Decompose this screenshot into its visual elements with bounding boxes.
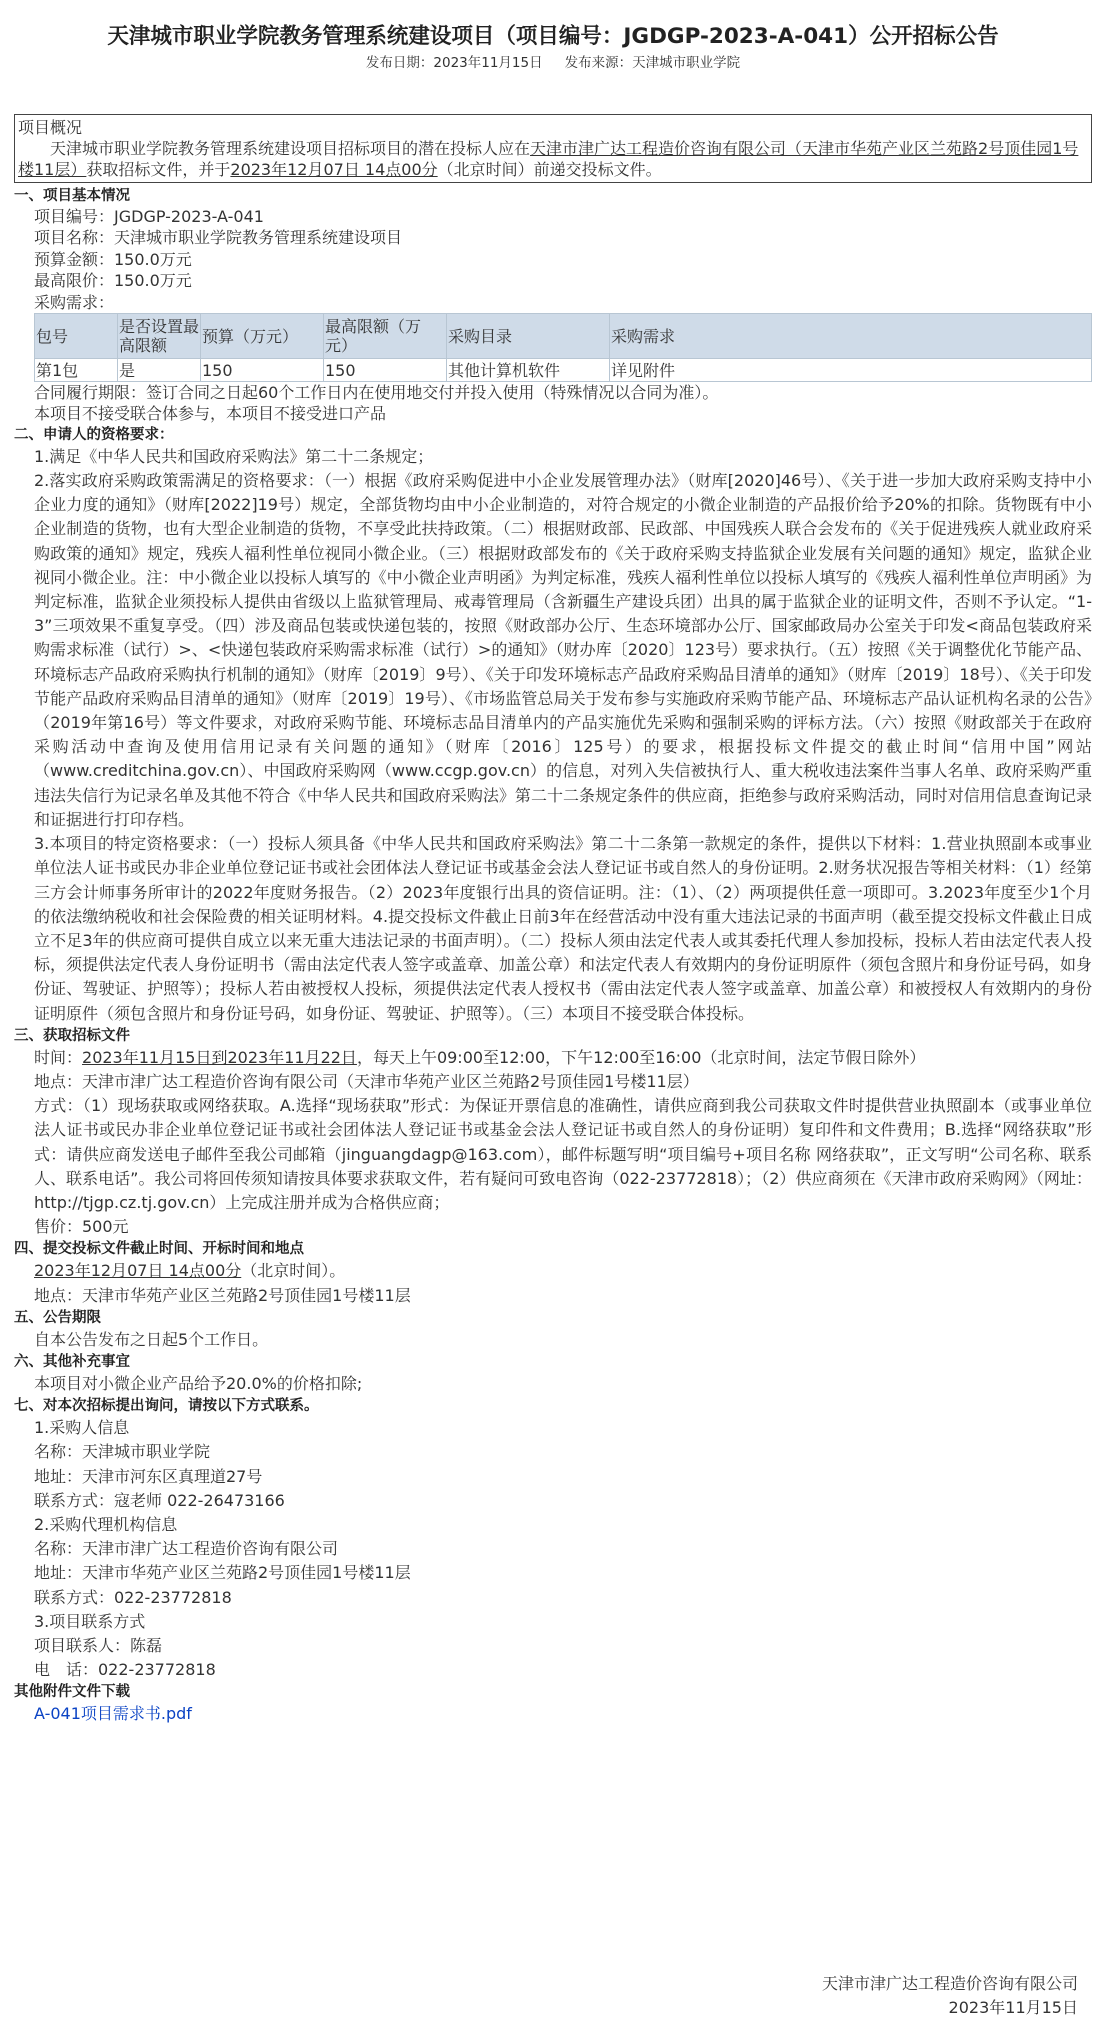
table-cell: 150 bbox=[201, 359, 324, 382]
overview-text-1: 天津城市职业学院教务管理系统建设项目招标项目的潜在投标人应在 bbox=[50, 139, 531, 158]
buyer-title: 1.采购人信息 bbox=[34, 1418, 130, 1438]
project-name: 项目名称：天津城市职业学院教务管理系统建设项目 bbox=[34, 228, 403, 248]
overview-text bbox=[18, 138, 1088, 180]
section-obtain-docs-heading: 三、获取招标文件 bbox=[14, 1027, 130, 1044]
table-header-cell: 是否设置最高限额 bbox=[118, 314, 201, 359]
obtain-place: 地点：天津市津广达工程造价咨询有限公司（天津市华苑产业区兰苑路2号顶佳园1号楼11层） bbox=[34, 1071, 699, 1091]
table-cell: 是 bbox=[118, 359, 201, 382]
agent-title: 2.采购代理机构信息 bbox=[34, 1514, 178, 1534]
bid-deadline bbox=[14, 1259, 1092, 1283]
contract-period: 合同履行期限：签订合同之日起60个工作日内在使用地交付并投入使用（特殊情况以合同为准）。 bbox=[34, 383, 719, 403]
obtain-time-to: 到 bbox=[211, 1047, 228, 1067]
project-contact-title: 3.项目联系方式 bbox=[34, 1611, 146, 1631]
doc-price: 售价：500元 bbox=[34, 1217, 129, 1237]
buyer-name: 名称：天津城市职业学院 bbox=[34, 1442, 211, 1462]
table-cell: 详见附件 bbox=[610, 359, 1092, 382]
section-supplement-heading: 六、其他补充事宜 bbox=[14, 1353, 130, 1370]
qualification-item-1: 1.满足《中华人民共和国政府采购法》第二十二条规定； bbox=[34, 446, 434, 466]
table-row bbox=[35, 359, 1092, 382]
obtain-time-end: 2023年11月22日 bbox=[227, 1047, 357, 1067]
table-cell: 其他计算机软件 bbox=[447, 359, 610, 382]
overview-heading: 项目概况 bbox=[18, 118, 83, 137]
attachment-item bbox=[14, 1702, 1092, 1726]
obtain-time-start: 2023年11月15日 bbox=[82, 1047, 212, 1067]
bid-deadline-rest: （北京时间）。 bbox=[241, 1261, 346, 1281]
overview-agency: 天津市津广达工程造价咨询有限公司（天津市华苑产业区兰苑路2号顶佳园1号楼11层） bbox=[18, 139, 1079, 179]
obtain-time bbox=[14, 1046, 1092, 1070]
publish-date: 发布日期：2023年11月15日 bbox=[365, 55, 543, 71]
section-qualification-heading: 二、申请人的资格要求： bbox=[14, 426, 174, 443]
project-contact-person: 项目联系人：陈磊 bbox=[34, 1635, 163, 1655]
buyer-contact: 联系方式：寇老师 022-26473166 bbox=[34, 1490, 285, 1510]
table-header-row bbox=[35, 314, 1092, 359]
overview-deadline: 2023年12月07日 14点00分 bbox=[230, 160, 438, 179]
section-period-heading: 五、公告期限 bbox=[14, 1309, 101, 1326]
bid-place: 地点：天津市华苑产业区兰苑路2号顶佳园1号楼11层 bbox=[34, 1285, 411, 1305]
procurement-table bbox=[34, 313, 1092, 382]
announcement-body bbox=[14, 114, 1092, 1727]
section-attachments-heading: 其他附件文件下载 bbox=[14, 1684, 130, 1701]
buyer-address: 地址：天津市河东区真理道27号 bbox=[34, 1466, 263, 1486]
joint-bid-note: 本项目不接受联合体参与，本项目不接受进口产品 bbox=[34, 404, 387, 424]
agent-contact: 联系方式：022-23772818 bbox=[34, 1587, 232, 1607]
attachment-download-link[interactable]: A-041项目需求书.pdf bbox=[34, 1704, 192, 1724]
table-cell: 150 bbox=[324, 359, 447, 382]
qualification-item-3: 3.本项目的特定资格要求：（一）投标人须具备《中华人民共和国政府采购法》第二十二条第一款规定的条件，提供以下材料：1.营业执照副本或事业单位法人证书或民办非企业单位登记证书或社会团体法人登记证书或基金会法人登记证书或自然人的身份证明。2.财务状况报告等相关材料：（1）经第三方会计师事务所审计的2022年度财务报告。（2）2023年度银行出具的资信证明。注：（1）、（2）两项提供任意一项即可。3.2023年度至少1个月的依法缴纳税收和社会保险费的相关证明材料。4.提交投标文件截止日前3年在经营活动中没有重大违法记录的书面声明（截至提交投标文件截止日成立不足3年的供应商可提供自成立以来无重大违法记录的书面声明）。（二）投标人须由法定代表人或其委托代理人参加投标，投标人若由法定代表人投标，须提供法定代表人身份证明书（需由法定代表人签字或盖章、加盖公章）和法定代表人有效期内的身份证明原件（须包含照片和身份证号码，如身份证、驾驶证、护照等）；投标人若由被授权人投标，须提供法定代表人授权书（需由法定代表人签字或盖章、加盖公章）和被授权人有效期内的身份证明原件（须包含照片和身份证号码，如身份证、驾驶证、护照等）。（三）本项目不接受联合体投标。 bbox=[34, 834, 1092, 1023]
budget-amount: 预算金额：150.0万元 bbox=[34, 249, 192, 269]
project-code: 项目编号：JGDGP-2023-A-041 bbox=[34, 207, 264, 226]
supplement-text: 本项目对小微企业产品给予20.0%的价格扣除; bbox=[34, 1373, 363, 1393]
section-contact-heading: 七、对本次招标提出询问，请按以下方式联系。 bbox=[14, 1398, 319, 1415]
max-price: 最高限价：150.0万元 bbox=[34, 271, 192, 291]
page-title: 天津城市职业学院教务管理系统建设项目（项目编号：JGDGP-2023-A-041）公开招标公告 bbox=[107, 24, 999, 49]
agent-name: 名称：天津市津广达工程造价咨询有限公司 bbox=[34, 1539, 339, 1559]
obtain-method: 方式：（1）现场获取或网络获取。A.选择“现场获取”形式：为保证开票信息的准确性，请供应商到我公司获取文件时提供营业执照副本（或事业单位法人证书或民办非企业单位登记证书或社会团体法人登记证书或基金会法人登记证书或自然人的身份证明）复印件和文件费用；B.选择“网络获取”形式：请供应商发送电子邮件至我公司邮箱（jinguangdagp@163.com），邮件标题写明“项目编号+项目名称 网络获取”，正文写明“公司名称、联系人、联系电话”。我公司将回传须知请按具体要求获取文件，若有疑问可致电咨询（022-23772818）；（2）供应商须在《天津市政府采购网》（网址：http://tjgp.cz.tj.gov.cn）上完成注册并成为合格供应商； bbox=[34, 1096, 1092, 1212]
obtain-time-rest: ，每天上午09:00至12:00，下午12:00至16:00（北京时间，法定节假日除外） bbox=[356, 1047, 926, 1067]
project-overview-box bbox=[14, 114, 1092, 183]
table-header-cell: 采购目录 bbox=[447, 314, 610, 359]
table-header-cell: 最高限额（万元） bbox=[324, 314, 447, 359]
table-cell: 第1包 bbox=[35, 359, 118, 382]
qualification-item-2: 2.落实政府采购政策需满足的资格要求：（一）根据《政府采购促进中小企业发展管理办法》（财库[2020]46号）、《关于进一步加大政府采购支持中小企业力度的通知》（财库[2022]19号）规定，全部货物均由中小企业制造的，对符合规定的小微企业制造的产品报价给予20%的扣除。货物既有中小企业制造的货物，也有大型企业制造的货物，不享受此扶持政策。（二）根据财政部、民政部、中国残疾人联合会发布的《关于促进残疾人就业政府采购政策的通知》规定，残疾人福利性单位视同小微企业。（三）根据财政部发布的《关于政府采购支持监狱企业发展有关问题的通知》规定，监狱企业视同小微企业。注：中小微企业以投标人填写的《中小微企业声明函》为判定标准，残疾人福利性单位以投标人填写的《残疾人福利性单位声明函》为判定标准，监狱企业须投标人提供由省级以上监狱管理局、戒毒管理局（含新疆生产建设兵团）出具的属于监狱企业的证明文件，否则不予认定。“1-3”三项效果不重复享受。（四）涉及商品包装或快递包装的，按照《财政部办公厅、生态环境部办公厅、国家邮政局办公室关于印发<商品包装政府采购需求标准（试行）>、<快递包装政府采购需求标准（试行）>的通知》（财办库〔2020〕123号）要求执行。（五）按照《关于调整优化节能产品、环境标志产品政府采购执行机制的通知》（财库〔2019〕9号）、《关于印发环境标志产品政府采购品目清单的通知》（财库〔2019〕18号）、《关于印发节能产品政府采购品目清单的通知》（财库〔2019〕19号）、《市场监管总局关于发布参与实施政府采购节能产品、环境标志产品认证机构名录的公告》（2019年第16号）等文件要求，对政府采购节能、环境标志品目清单内的产品实施优先采购和强制采购的评标方法。（六）按照《财政部关于在政府采购活动中查询及使用信用记录有关问题的通知》（财库〔2016〕125号）的要求，根据投标文件提交的截止时间“信用中国”网站（www.creditchina.gov.cn）、中国政府采购网（www.ccgp.gov.cn）的信息，对列入失信被执行人、重大税收违法案件当事人名单、政府采购严重违法失信行为记录名单及其他不符合《中华人民共和国政府采购法》第二十二条规定条件的供应商，拒绝参与政府采购活动，同时对信用信息查询记录和证据进行打印存档。 bbox=[34, 471, 1092, 829]
publish-info bbox=[0, 53, 1106, 73]
table-header-cell: 包号 bbox=[35, 314, 118, 359]
overview-text-3: （北京时间）前递交投标文件。 bbox=[437, 160, 662, 179]
signature-date: 2023年11月15日 bbox=[948, 1998, 1078, 2017]
announcement-period: 自本公告发布之日起5个工作日。 bbox=[34, 1329, 269, 1349]
overview-text-2: 获取招标文件，并于 bbox=[86, 160, 231, 179]
project-contact-phone: 电 话：022-23772818 bbox=[34, 1660, 216, 1680]
table-header-cell: 采购需求 bbox=[610, 314, 1092, 359]
signature-org: 天津市津广达工程造价咨询有限公司 bbox=[821, 1974, 1078, 1993]
table-header-cell: 预算（万元） bbox=[201, 314, 324, 359]
obtain-time-label: 时间： bbox=[34, 1047, 83, 1067]
demand-label: 采购需求： bbox=[34, 292, 115, 312]
section-basic-info-heading: 一、项目基本情况 bbox=[14, 188, 130, 204]
section-deadline-heading: 四、提交投标文件截止时间、开标时间和地点 bbox=[14, 1241, 304, 1258]
publish-source: 发布来源：天津城市职业学院 bbox=[564, 55, 741, 71]
agent-address: 地址：天津市华苑产业区兰苑路2号顶佳园1号楼11层 bbox=[34, 1563, 411, 1583]
bid-deadline-time: 2023年12月07日 14点00分 bbox=[34, 1261, 242, 1281]
